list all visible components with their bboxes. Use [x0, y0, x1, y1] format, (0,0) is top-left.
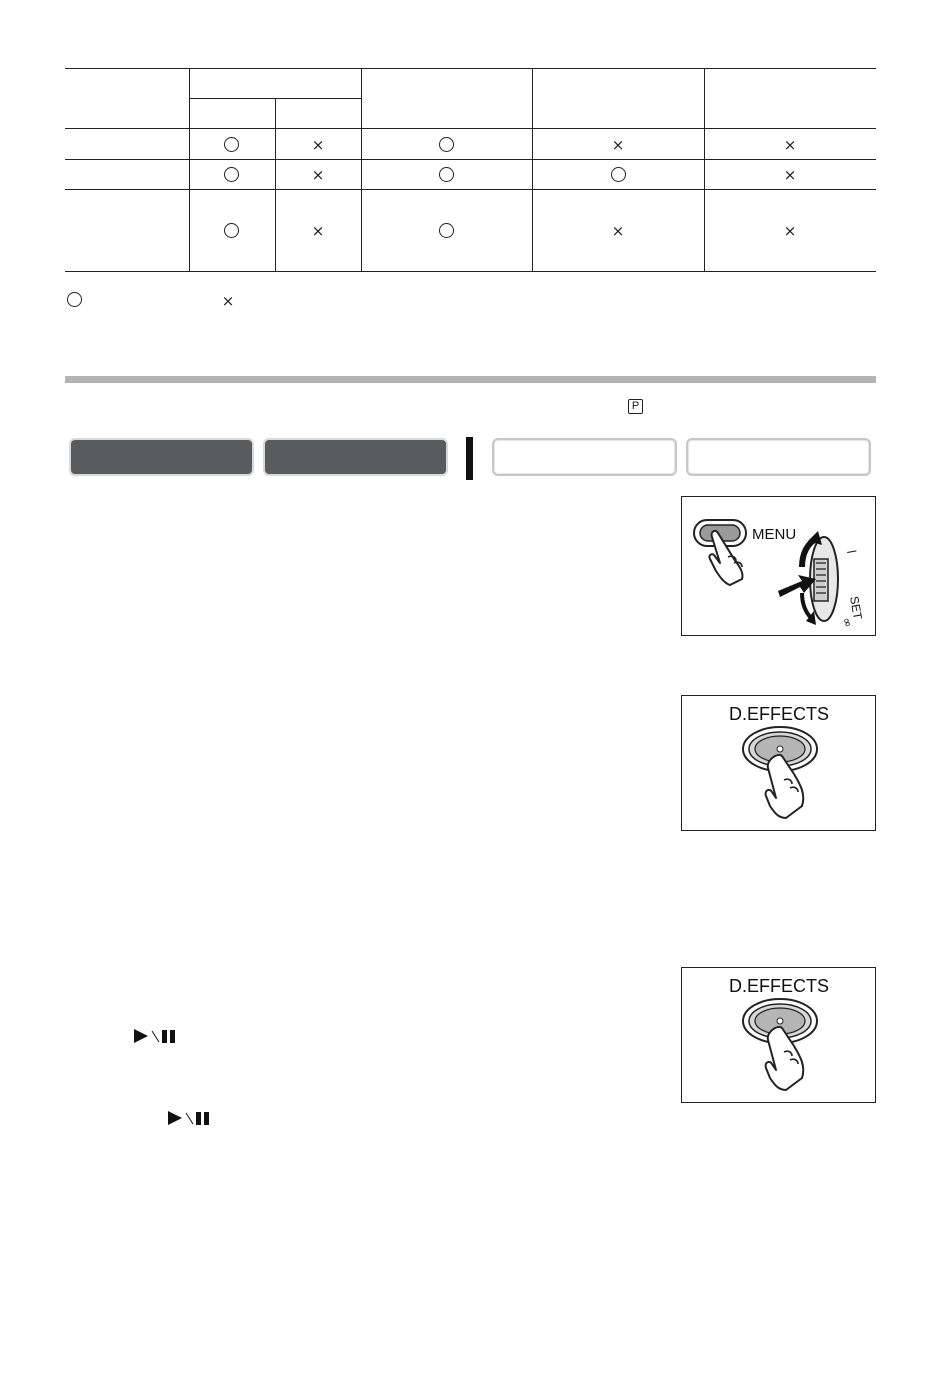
table-row-rule: [65, 159, 876, 160]
table-header-rule: [65, 128, 876, 129]
incompatible-mark: ×: [783, 222, 797, 240]
table-col-rule: [275, 98, 276, 272]
incompatible-mark: ×: [611, 136, 625, 154]
dial-set-label: SET: [847, 595, 865, 621]
menu-dial-illustration: [681, 496, 876, 636]
compatible-mark: [439, 167, 454, 182]
compatible-mark: [439, 137, 454, 152]
compatible-mark: [439, 223, 454, 238]
incompatible-mark: ×: [311, 222, 325, 240]
table-col-rule: [361, 68, 362, 272]
table-bottom-rule: [65, 271, 876, 272]
table-col-rule: [532, 68, 533, 272]
compatible-mark: [224, 167, 239, 182]
mode-tab[interactable]: [69, 438, 254, 476]
mode-tab-separator: [466, 437, 473, 480]
deffects-label: D.EFFECTS: [728, 976, 830, 996]
mode-tab[interactable]: [686, 438, 871, 476]
play-pause-icon-group: [134, 1029, 182, 1050]
svg-text:ꟾ: ꟾ: [844, 549, 856, 555]
deffects-illustration: [681, 695, 876, 831]
incompatible-mark: ×: [611, 222, 625, 240]
incompatible-mark: ×: [783, 136, 797, 154]
section-divider: [65, 376, 876, 383]
mode-tab[interactable]: [492, 438, 677, 476]
compatible-legend-mark: [67, 292, 82, 307]
deffects-illustration: [681, 967, 876, 1103]
compatible-mark: [224, 223, 239, 238]
table-row-rule: [65, 189, 876, 190]
deffects-drawing-1: [682, 696, 876, 831]
deffects-label: D.EFFECTS: [728, 704, 830, 724]
table-col-rule: [189, 68, 190, 272]
menu-label: MENU: [752, 526, 797, 543]
mode-tab[interactable]: [263, 438, 448, 476]
play-pause-icon: [168, 1111, 216, 1127]
incompatible-mark: ×: [311, 166, 325, 184]
program-mode-icon: P: [628, 399, 643, 414]
deffects-drawing-2: [682, 968, 876, 1103]
compatible-mark: [611, 167, 626, 182]
compatible-mark: [224, 137, 239, 152]
play-pause-icon: [134, 1029, 182, 1045]
incompatible-mark: ×: [311, 136, 325, 154]
play-pause-icon-group: [168, 1111, 216, 1132]
svg-text:∞: ∞: [839, 615, 856, 630]
incompatible-legend-mark: ×: [221, 292, 235, 310]
table-col-rule: [704, 68, 705, 272]
menu-dial-drawing: [682, 497, 876, 636]
incompatible-mark: ×: [783, 166, 797, 184]
table-top-rule: [65, 68, 876, 69]
